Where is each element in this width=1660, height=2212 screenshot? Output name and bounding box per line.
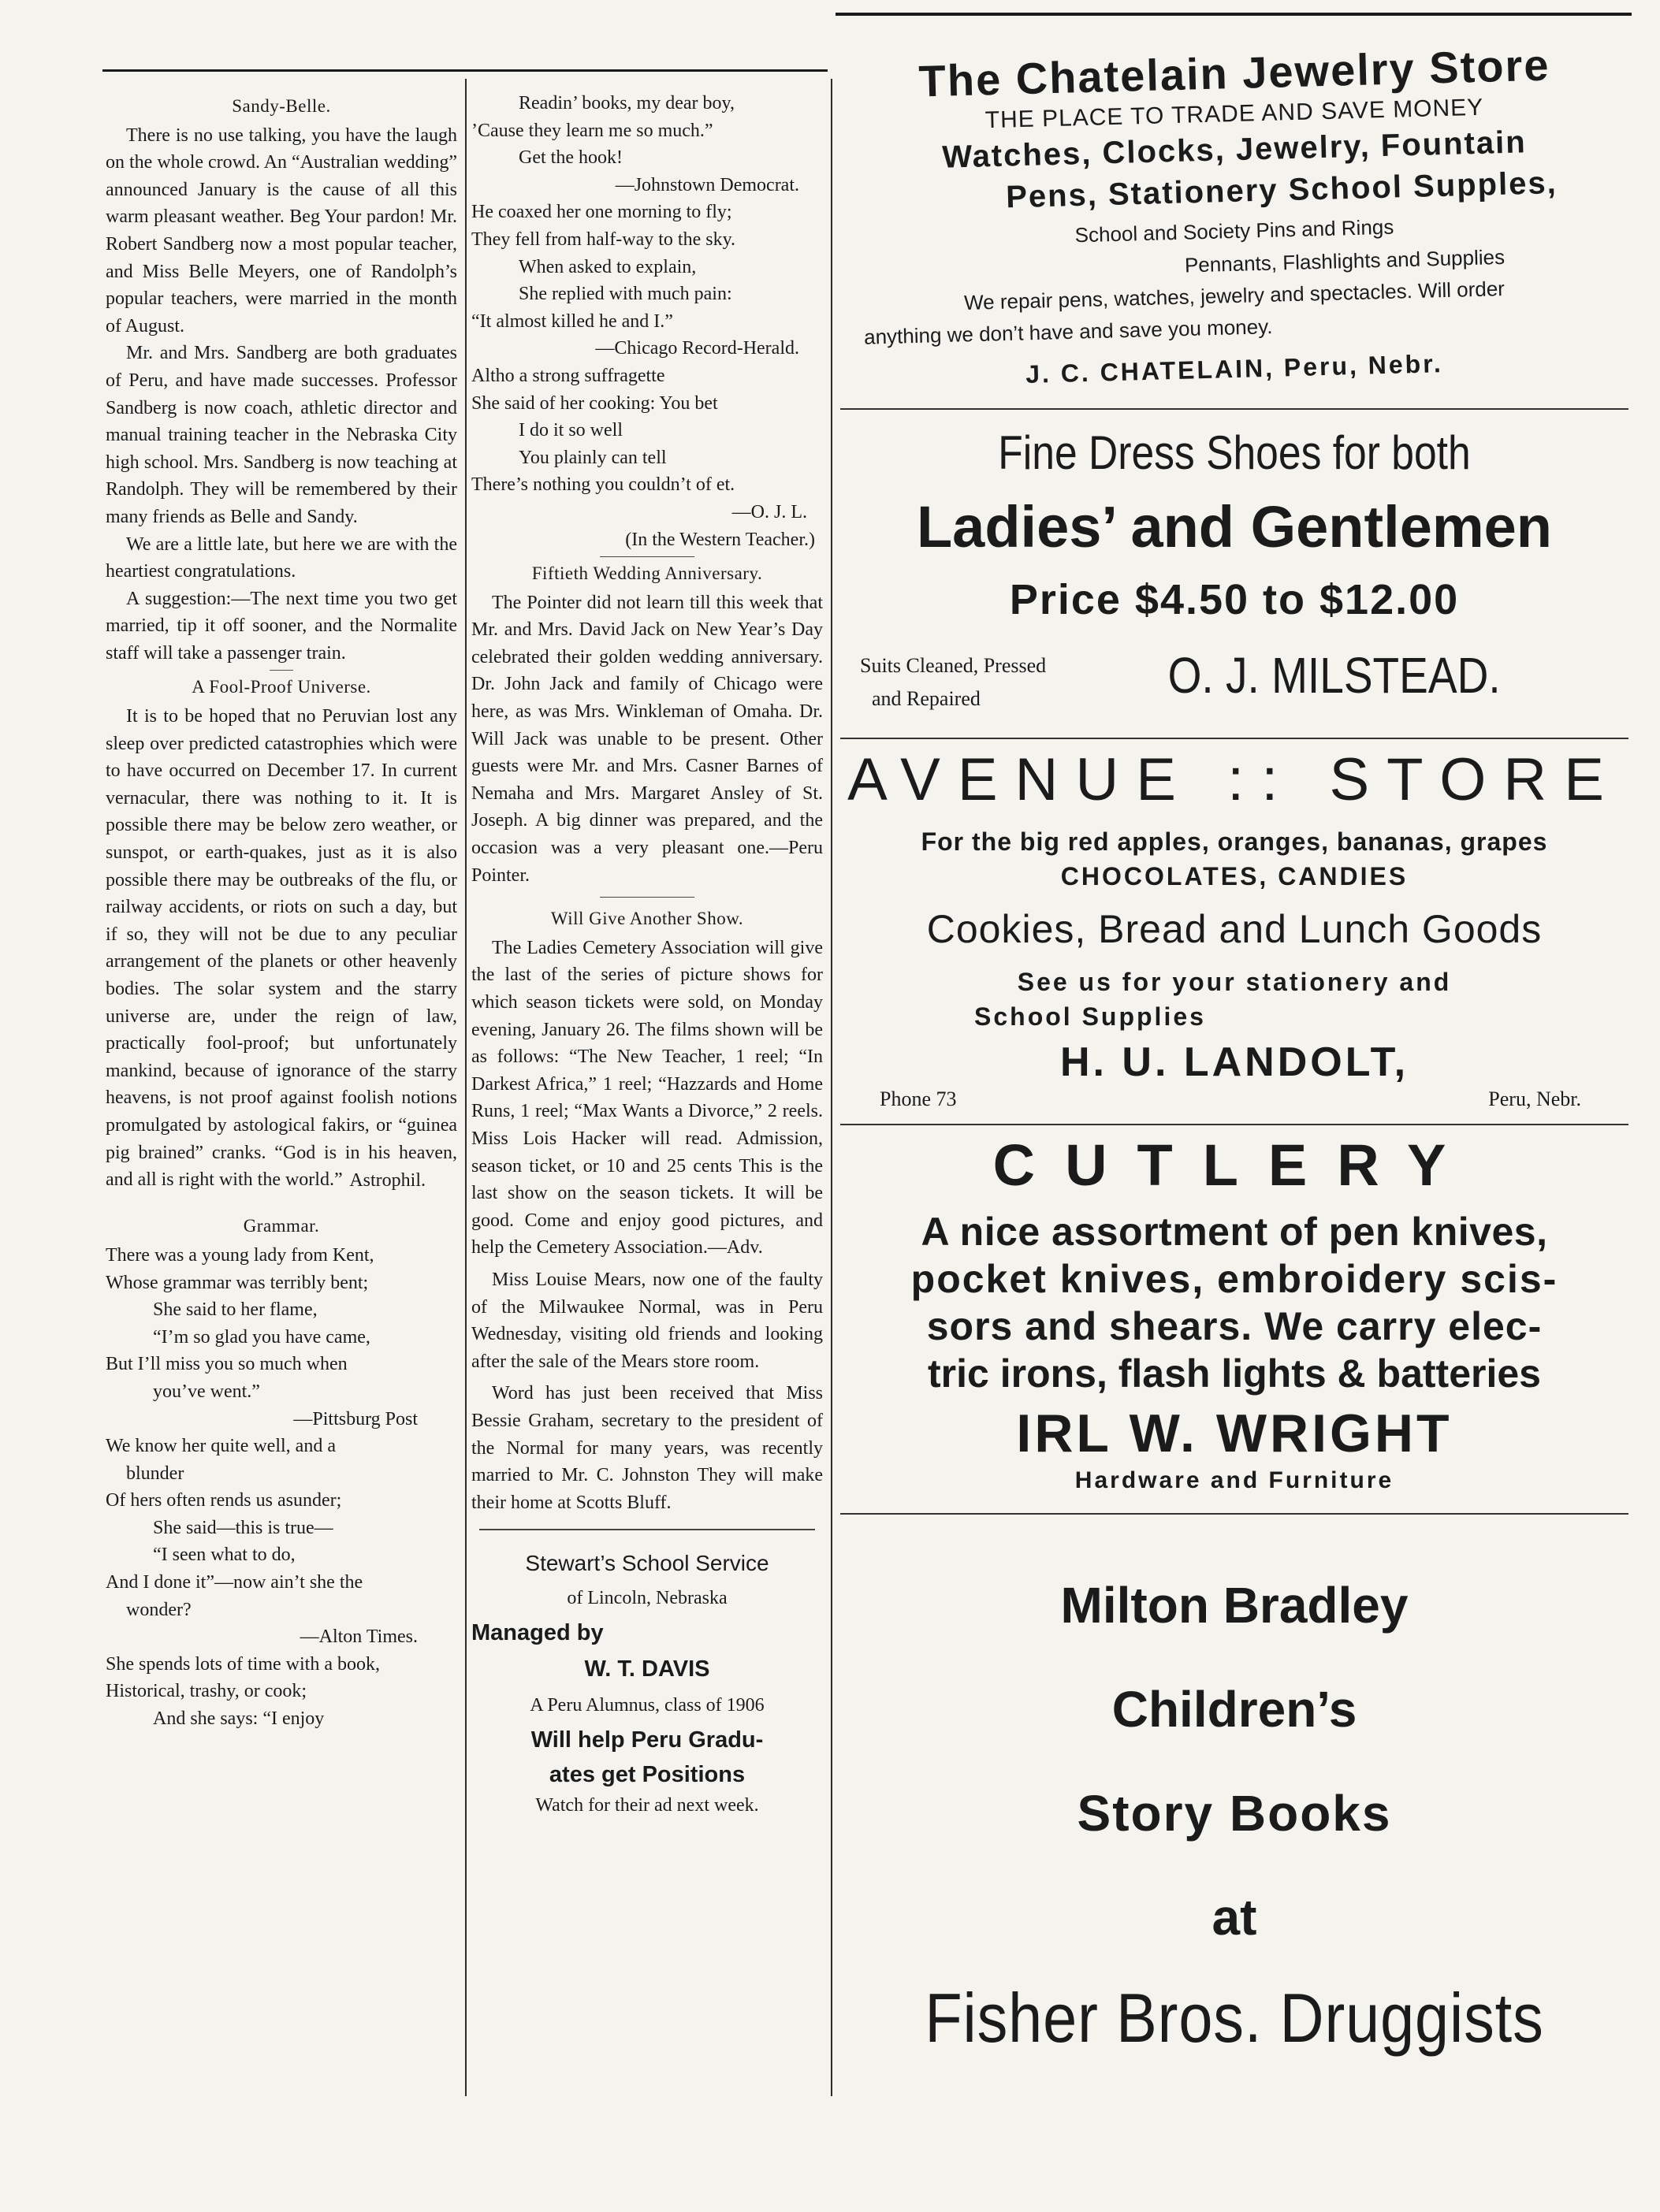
cutlery-name: IRL W. WRIGHT xyxy=(1016,1403,1453,1463)
fisher-line: Children’s xyxy=(1111,1681,1357,1738)
cutlery-line: sors and shears. We carry elec- xyxy=(926,1304,1543,1348)
poem-line: “I seen what to do, xyxy=(153,1545,296,1566)
poem-line: ’Cause they learn me so much.” xyxy=(471,120,713,141)
poem-line: She said to her flame, xyxy=(153,1299,318,1321)
article-paragraph: We are a little late, but here we are with the heartiest congratulations. xyxy=(106,533,457,582)
poem-line: There’s nothing you couldn’t of et. xyxy=(471,474,735,496)
poem-line: you’ve went.” xyxy=(153,1381,260,1402)
avenue-line: See us for your stationery and xyxy=(1017,968,1452,996)
chatelain-line: Pens, Stationery School Supples, xyxy=(1005,165,1558,215)
avenue-line: School Supplies xyxy=(974,1002,1206,1031)
poem-line: Whose grammar was terribly bent; xyxy=(106,1272,369,1293)
avenue-title: AVENUE :: STORE xyxy=(847,746,1621,813)
column-1 xyxy=(106,90,457,1733)
poem-line: Readin’ books, my dear boy, xyxy=(519,93,735,113)
milstead-line: Fine Dress Shoes for both xyxy=(998,426,1471,479)
ad-divider xyxy=(840,738,1628,739)
poem-source: —Alton Times. xyxy=(300,1626,418,1648)
stewart-title: Stewart’s School Service xyxy=(525,1551,769,1576)
poem-line: She said—this is true— xyxy=(153,1517,333,1538)
chatelain-line: Watches, Clocks, Jewelry, Fountain xyxy=(941,125,1528,175)
article-signature: Astrophil. xyxy=(349,1169,426,1191)
article-paragraph: It is to be hoped that no Peruvian lost any sleep over predicted catastrophies which were to have occurred on December 17. In current vernacular, there was nothing to it. It is possible there may be below zero weather, or sunspot, or earth-quakes, just as it is also possible there may be outbreaks of the flu, or railway accidents, or riots on such a day, but if so, they will not be due to any peculiar arrangement of the planets or other heavenly bodies. The solar system and the starry universe are, under the reign of law, practically fool-proof; but unfortunately mankind, because of ignorance of the starry heavens, is not proof against foolish notions promulgated by astological fakirs, or “guinea pig brained” cranks. “God is in his heaven, and all is right with the world.” xyxy=(106,706,457,1191)
ads-column xyxy=(840,39,1628,2104)
poem-line: “It almost killed he and I.” xyxy=(471,310,673,332)
article-paragraph: There is no use talking, you have the laugh on the whole crowd. An “Australian wedding” announced January is the cause of all this warm pleasant weather. Beg Your pardon! Mr. Robert Sandberg now a most popular teacher, and Miss Belle Meyers, one of Randolph’s popular teachers, were married in the month of August. xyxy=(106,125,457,336)
poem-line: wonder? xyxy=(126,1599,192,1620)
poem-line: You plainly can tell xyxy=(519,447,667,468)
chatelain-tagline: THE PLACE TO TRADE AND SAVE MONEY xyxy=(984,94,1484,134)
article-paragraph: The Ladies Cemetery Association will give the last of the series of picture shows for which season tickets were sold, on Monday evening, January 26. The films shown will be as follows: “The New Teacher, 1 reel; “In Darkest Africa,” 1 reel; “Hazzards and Home Runs, 1 reel; “Max Wants a Divorce,” 2 reels. Miss Lois Hacker will read. Admission, season ticket, or 10 and 25 cents This is the last show on the season tickets. It will be good. Come and enjoy good pictures, and help the Cemetery Association.—Adv. xyxy=(471,937,823,1258)
poem-line: Of hers often rends us asunder; xyxy=(106,1490,342,1511)
fisher-line: at xyxy=(1212,1889,1257,1946)
avenue-line: For the big red apples, oranges, bananas, grapes xyxy=(921,827,1548,856)
poem-line: Get the hook! xyxy=(519,147,623,169)
stewart-manager: W. T. DAVIS xyxy=(584,1656,710,1682)
avenue-line: CHOCOLATES, CANDIES xyxy=(1060,862,1409,890)
milstead-small: Suits Cleaned, Pressed xyxy=(860,654,1047,677)
cutlery-line: tric irons, flash lights & batteries xyxy=(928,1351,1541,1396)
poem-line: And she says: “I enjoy xyxy=(153,1708,325,1730)
fisher-line: Fisher Bros. Druggists xyxy=(925,1979,1544,2057)
cutlery-title: CUTLERY xyxy=(992,1132,1476,1198)
chatelain-title: The Chatelain Jewelry Store xyxy=(917,39,1551,106)
article-title-fool-proof: A Fool-Proof Universe. xyxy=(192,677,371,697)
poem-source: —Chicago Record-Herald. xyxy=(595,338,799,359)
chatelain-line: School and Society Pins and Rings xyxy=(1074,214,1394,247)
column-rule-1 xyxy=(465,79,467,2096)
avenue-phone: Phone 73 xyxy=(880,1087,957,1110)
poem-source: (In the Western Teacher.) xyxy=(625,529,815,550)
cutlery-line: A nice assortment of pen knives, xyxy=(921,1210,1548,1254)
poem-line: When asked to explain, xyxy=(519,256,697,277)
article-title-fiftieth: Fiftieth Wedding Anniversary. xyxy=(531,563,763,584)
divider xyxy=(479,1529,815,1530)
stewart-alumnus: A Peru Alumnus, class of 1906 xyxy=(530,1695,765,1716)
poem-line: And I done it”—now ain’t she the xyxy=(106,1572,363,1593)
article-paragraph: Word has just been received that Miss Bessie Graham, secretary to the president of the Normal for many years, was recently married to Mr. C. Johnston They will make their home at Scotts Bluff. xyxy=(471,1383,823,1513)
chatelain-line: Pennants, Flashlights and Supplies xyxy=(1184,244,1506,277)
avenue-location: Peru, Nebr. xyxy=(1488,1087,1581,1110)
fisher-line: Milton Bradley xyxy=(1060,1577,1409,1634)
poem-line: Historical, trashy, or cook; xyxy=(106,1681,307,1702)
poem-source: —O. J. L. xyxy=(731,501,807,522)
milstead-line: Ladies’ and Gentlemen xyxy=(916,494,1552,560)
article-paragraph: A suggestion:—The next time you two get married, tip it off sooner, and the Normalite staff will take a passenger train. xyxy=(106,588,457,664)
top-rule xyxy=(836,13,1632,16)
poem-line: But I’ll miss you so much when xyxy=(106,1354,348,1375)
stewart-help: Will help Peru Gradu- xyxy=(530,1727,764,1753)
divider xyxy=(600,897,694,898)
article-paragraph: Miss Louise Mears, now one of the faulty of the Milwaukee Normal, was in Peru Wednesday, visiting old friends and looking after the sale of the Mears store room. xyxy=(471,1269,823,1372)
column-2 xyxy=(471,90,823,1819)
cutlery-subtitle: Hardware and Furniture xyxy=(1074,1467,1394,1493)
chatelain-line: We repair pens, watches, jewelry and spectacles. Will order xyxy=(963,277,1506,314)
article-paragraph: The Pointer did not learn till this week that Mr. and Mrs. David Jack on New Year’s Day celebrated their golden wedding anniversary. Dr. John Jack and family of Chicago were here, as was Mrs. Winkleman of Omaha. Dr. Will Jack was unable to be present. Other guests were Mr. and Mrs. Casner Barnes of Nemaha and Mrs. Margaret Ansley of St. Joseph. A big dinner was prepared, and the occasion was a very pleasant one.—Peru Pointer. xyxy=(471,592,823,886)
article-title-sandy-belle: Sandy-Belle. xyxy=(232,96,331,116)
cutlery-line: pocket knives, embroidery scis- xyxy=(910,1257,1558,1301)
ad-divider xyxy=(840,1124,1628,1125)
article-title-show: Will Give Another Show. xyxy=(550,909,744,929)
poem-line: blunder xyxy=(126,1463,184,1484)
column-rule-2 xyxy=(831,79,832,2096)
poem-line: “I’m so glad you have came, xyxy=(153,1326,370,1348)
ad-divider xyxy=(840,408,1628,410)
stewart-help: ates get Positions xyxy=(549,1762,746,1788)
milstead-price: Price $4.50 to $12.00 xyxy=(1009,576,1460,623)
article-paragraph: Mr. and Mrs. Sandberg are both graduates of Peru, and have made successes. Professor Sandberg is now coach, athletic director and manual training teacher in the Nebraska City high school. Mrs. Sandberg is now teaching at Randolph. They will be remembered by their many friends as Belle and Sandy. xyxy=(106,343,457,527)
avenue-line: Cookies, Bread and Lunch Goods xyxy=(926,907,1543,951)
avenue-name: H. U. LANDOLT, xyxy=(1059,1039,1409,1085)
ad-divider xyxy=(840,1513,1628,1515)
fisher-line: Story Books xyxy=(1077,1785,1392,1842)
poem-line: He coaxed her one morning to fly; xyxy=(471,202,732,223)
poem-line: She spends lots of time with a book, xyxy=(106,1653,380,1675)
poem-line: Altho a strong suffragette xyxy=(471,365,665,386)
poem-line: She replied with much pain: xyxy=(519,284,732,305)
poem-line: I do it so well xyxy=(519,420,623,441)
stewart-watch: Watch for their ad next week. xyxy=(535,1795,759,1816)
divider xyxy=(270,670,293,671)
chatelain-line: anything we don’t have and save you money. xyxy=(863,314,1273,349)
poem-line: There was a young lady from Kent, xyxy=(106,1244,374,1266)
milstead-name: O. J. MILSTEAD. xyxy=(1167,647,1501,704)
milstead-small: and Repaired xyxy=(872,687,981,710)
stewart-managed: Managed by xyxy=(471,1620,604,1646)
poem-line: She said of her cooking: You bet xyxy=(471,392,718,414)
stewart-location: of Lincoln, Nebraska xyxy=(567,1588,728,1609)
poem-source: —Johnstown Democrat. xyxy=(615,174,799,195)
chatelain-signature: J. C. CHATELAIN, Peru, Nebr. xyxy=(1025,349,1444,388)
poem-line: We know her quite well, and a xyxy=(106,1436,336,1457)
poem-source: —Pittsburg Post xyxy=(293,1408,418,1429)
divider xyxy=(600,556,694,557)
article-title-grammar: Grammar. xyxy=(243,1216,320,1236)
top-rule-left xyxy=(102,69,828,72)
poem-line: They fell from half-way to the sky. xyxy=(471,229,736,250)
